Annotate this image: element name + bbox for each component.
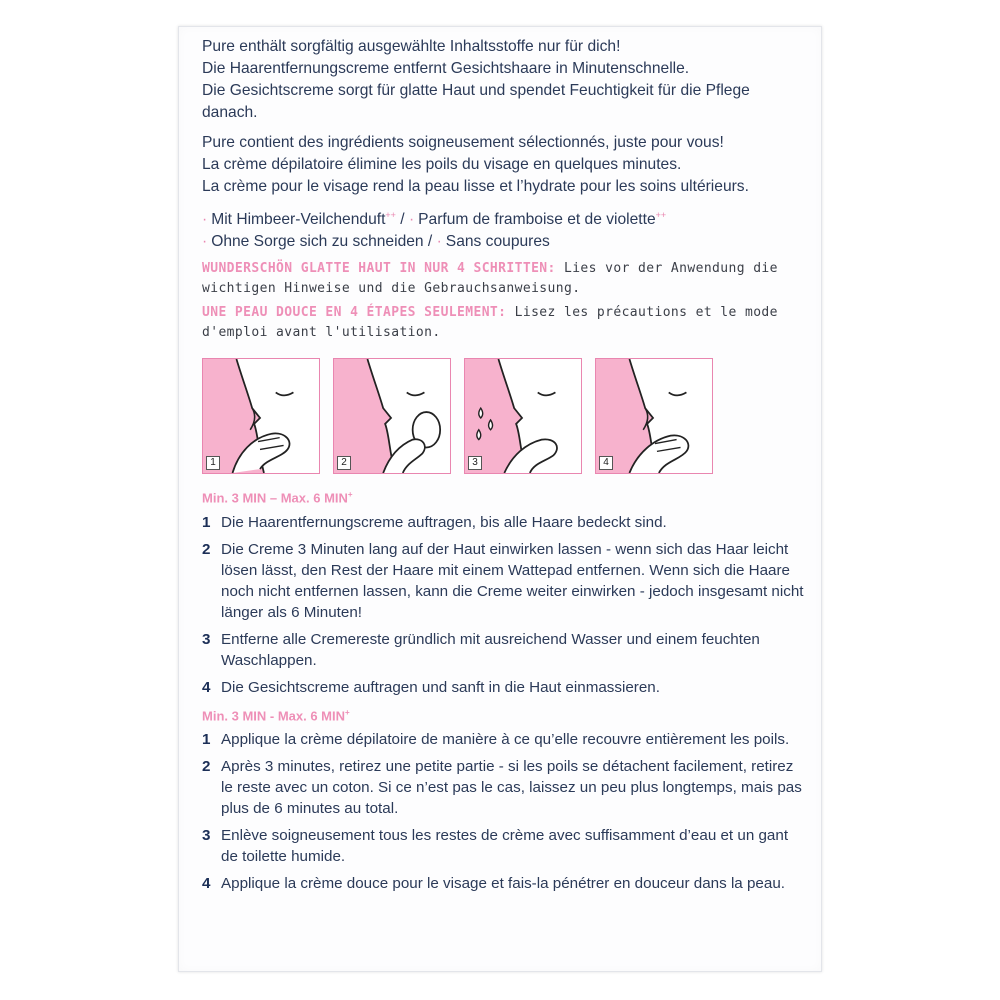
instruction-card xyxy=(178,26,822,972)
face-hand-apply-icon xyxy=(203,359,319,473)
illustration-step-4 xyxy=(595,358,713,474)
face-water-rinse-icon xyxy=(465,359,581,473)
step-illustrations xyxy=(202,358,808,474)
list-item xyxy=(202,512,808,533)
step-number: 2 xyxy=(202,540,211,558)
step-number: 2 xyxy=(202,757,211,775)
time-label-german xyxy=(202,486,808,507)
illustration-step-3 xyxy=(464,358,582,474)
heading-fr-highlight: UNE PEAU DOUCE EN 4 ÉTAPES SEULEMENT: xyxy=(202,305,507,321)
step-text: Enlève soigneusement tous les restes de crème avec suffisamment d’eau et un gant de toilette humide. xyxy=(221,826,789,865)
intro-german xyxy=(202,36,808,124)
feature-line-2 xyxy=(202,231,808,253)
step-number: 4 xyxy=(202,678,211,696)
heading-de-highlight: WUNDERSCHÖN GLATTE HAUT IN NUR 4 SCHRITTEN: xyxy=(202,261,556,277)
intro-de-line-3: Die Gesichtscreme sorgt für glatte Haut und spendet Feuchtigkeit für die Pflege danach. xyxy=(202,82,750,121)
step-text: Après 3 minutes, retirez une petite partie - si les poils se détachent facilement, retirez le reste avec un coton. Si ce n’est pas le cas, laissez un peu plus longtemps, mais pas plus de 6 minutes au total. xyxy=(221,757,802,817)
time-label-french xyxy=(202,704,808,725)
bullet-dot: · xyxy=(202,233,208,251)
time-fr-text: Min. 3 MIN - Max. 6 MIN xyxy=(202,707,346,723)
face-massage-icon xyxy=(596,359,712,473)
list-item xyxy=(202,825,808,867)
step-number-badge: 1 xyxy=(206,456,220,470)
bullet-dot: · xyxy=(436,233,442,251)
step-text: Applique la crème dépilatoire de manière à ce qu’elle recouvre entièrement les poils. xyxy=(221,730,790,748)
list-item xyxy=(202,677,808,698)
steps-german xyxy=(202,512,808,698)
bullet-dot: · xyxy=(202,211,208,229)
step-number-badge: 4 xyxy=(599,456,613,470)
step-number: 1 xyxy=(202,513,211,531)
bullet-dot: · xyxy=(408,211,415,229)
list-item xyxy=(202,756,808,819)
step-text: Die Creme 3 Minuten lang auf der Haut einwirken lassen - wenn sich das Haar leicht lösen lässt, den Rest der Haare mit einem Wattepad entfernen. Wenn sich die Haare noch nicht entfernen lassen, kann die Creme weiter einwirken - jedoch insgesamt nicht länger als 6 Minuten! xyxy=(221,540,804,621)
step-text: Die Gesichtscreme auftragen und sanft in die Haut einmassieren. xyxy=(221,678,660,696)
list-item xyxy=(202,539,808,623)
feature-scent-de: Mit Himbeer-Veilchenduft xyxy=(211,211,386,229)
time-de-text: Min. 3 MIN – Max. 6 MIN xyxy=(202,490,348,506)
illustration-step-2 xyxy=(333,358,451,474)
feature-scent-fr: Parfum de framboise et de violette xyxy=(418,211,656,229)
list-item xyxy=(202,729,808,750)
heading-de-text: Lies vor der Anwendung die wichtigen Hinweise und die Gebrauchsanweisung. xyxy=(202,261,778,297)
intro-french xyxy=(202,132,808,198)
heading-german xyxy=(202,259,808,299)
time-fr-sup: + xyxy=(345,707,350,717)
feature-nocut-fr: Sans coupures xyxy=(445,233,550,251)
step-number: 3 xyxy=(202,630,211,648)
face-cotton-pad-icon xyxy=(334,359,450,473)
card-content xyxy=(202,36,808,900)
intro-fr-line-3: La crème pour le visage rend la peau lisse et l’hydrate pour les soins ultérieurs. xyxy=(202,178,749,195)
step-number: 4 xyxy=(202,874,211,892)
feature-list xyxy=(202,204,808,253)
time-de-sup: + xyxy=(347,490,353,500)
steps-french xyxy=(202,729,808,894)
step-text: Die Haarentfernungscreme auftragen, bis alle Haare bedeckt sind. xyxy=(221,513,667,531)
feature-nocut-de: Ohne Sorge sich zu schneiden / xyxy=(211,233,437,251)
intro-fr-line-2: La crème dépilatoire élimine les poils du visage en quelques minutes. xyxy=(202,156,682,173)
step-number: 1 xyxy=(202,730,211,748)
intro-de-line-2: Die Haarentfernungscreme entfernt Gesichtshaare in Minutenschnelle. xyxy=(202,60,690,77)
step-text: Applique la crème douce pour le visage et fais-la pénétrer en douceur dans la peau. xyxy=(221,874,785,892)
illustration-step-1 xyxy=(202,358,320,474)
feature-sup: ++ xyxy=(385,210,396,220)
feature-sup: ++ xyxy=(655,210,667,220)
list-item xyxy=(202,873,808,894)
step-text: Entferne alle Cremereste gründlich mit ausreichend Wasser und einem feuchten Waschlappen. xyxy=(221,630,760,669)
heading-fr-text: Lisez les précautions et le mode d'emploi avant l'utilisation. xyxy=(202,305,778,341)
heading-french xyxy=(202,303,808,343)
step-number: 3 xyxy=(202,826,211,844)
step-number-badge: 2 xyxy=(337,456,351,470)
feature-separator: / xyxy=(395,211,409,229)
intro-de-line-1: Pure enthält sorgfältig ausgewählte Inhaltsstoffe nur für dich! xyxy=(202,38,621,55)
intro-fr-line-1: Pure contient des ingrédients soigneusement sélectionnés, juste pour vous! xyxy=(202,134,724,151)
step-number-badge: 3 xyxy=(468,456,482,470)
feature-line-1 xyxy=(202,204,808,231)
list-item xyxy=(202,629,808,671)
